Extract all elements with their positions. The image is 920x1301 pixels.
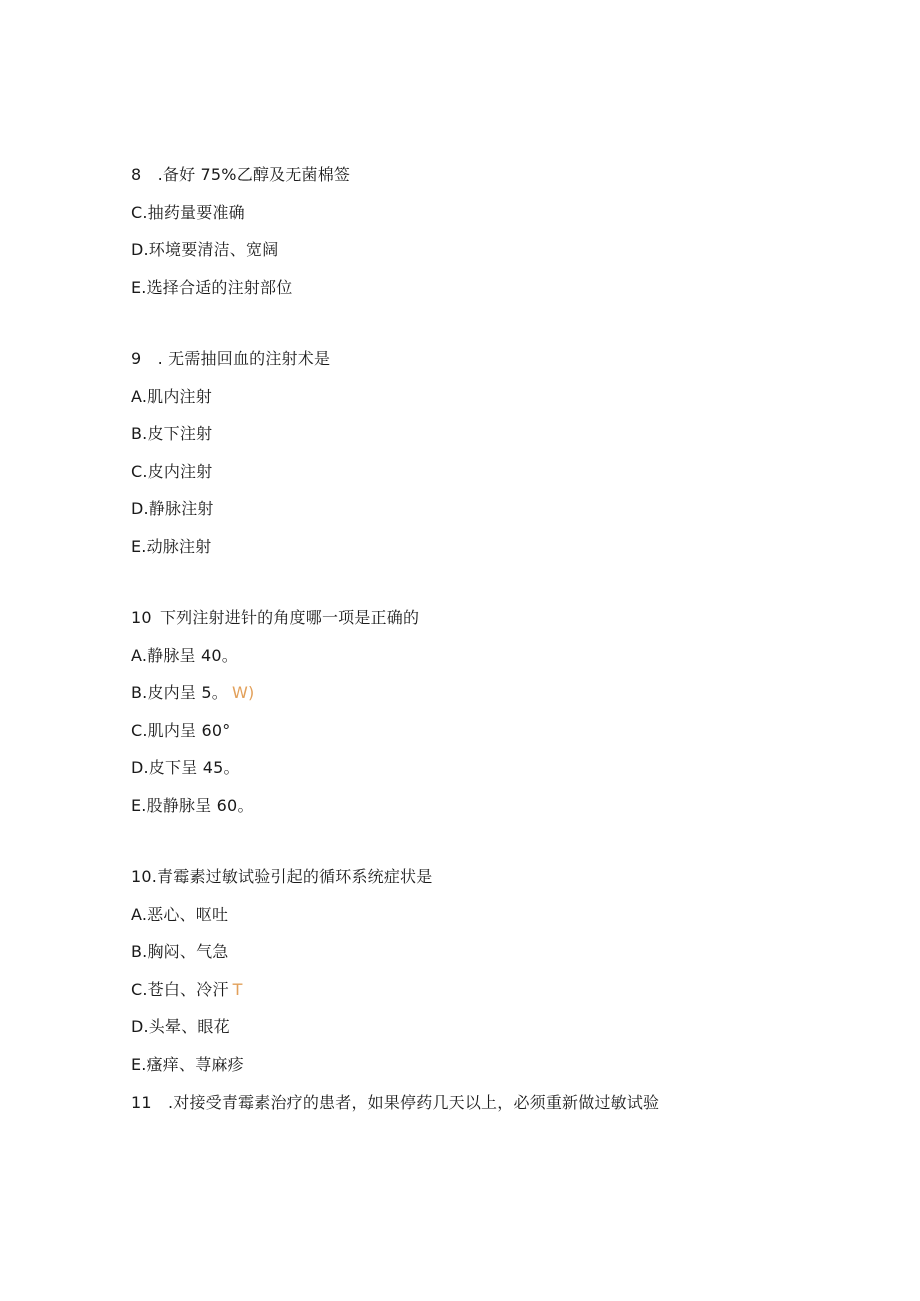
question-8-option-d: D.环境要清洁、宽阔 xyxy=(131,240,279,259)
question-10b-option-d: D.头晕、眼花 xyxy=(131,1017,230,1036)
question-9-option-e: E.动脉注射 xyxy=(131,537,212,556)
question-9-option-c: C.皮内注射 xyxy=(131,462,213,481)
question-10b-option-a: A.恶心、呕吐 xyxy=(131,905,229,924)
question-8-option-c: C.抽药量要准确 xyxy=(131,203,245,222)
question-10b-option-b: B.胸闷、气急 xyxy=(131,942,229,961)
question-9-option-a: A.肌内注射 xyxy=(131,387,212,406)
handwritten-mark: T xyxy=(232,980,243,999)
question-10-option-b xyxy=(131,683,254,703)
question-10b-option-c xyxy=(131,980,243,1000)
question-9-stem: 9 . 无需抽回血的注射术是 xyxy=(131,349,331,368)
question-9-option-b: B.皮下注射 xyxy=(131,424,213,443)
question-8-stem: 8 .备好 75%乙醇及无菌棉签 xyxy=(131,165,351,184)
question-10-option-b-text: B.皮内呈 5。 xyxy=(131,683,228,702)
question-10b-stem: 10.青霉素过敏试验引起的循环系统症状是 xyxy=(131,867,433,886)
question-10b-option-e: E.瘙痒、荨麻疹 xyxy=(131,1055,244,1074)
question-10-option-d: D.皮下呈 45。 xyxy=(131,758,240,777)
question-10-option-c: C.肌内呈 60° xyxy=(131,721,231,740)
question-8-option-e: E.选择合适的注射部位 xyxy=(131,278,293,297)
question-10b-option-c-text: C.苍白、冷汗 xyxy=(131,980,229,999)
question-9-option-d: D.静脉注射 xyxy=(131,499,214,518)
question-10-stem: 10 下列注射进针的角度哪一项是正确的 xyxy=(131,608,420,627)
question-10-option-e: E.股静脉呈 60。 xyxy=(131,796,254,815)
question-10-option-a: A.静脉呈 40。 xyxy=(131,646,238,665)
handwritten-mark: W) xyxy=(231,683,255,702)
question-11-stem: 11 .对接受青霉素治疗的患者，如果停药几天以上，必须重新做过敏试验 xyxy=(131,1093,660,1112)
